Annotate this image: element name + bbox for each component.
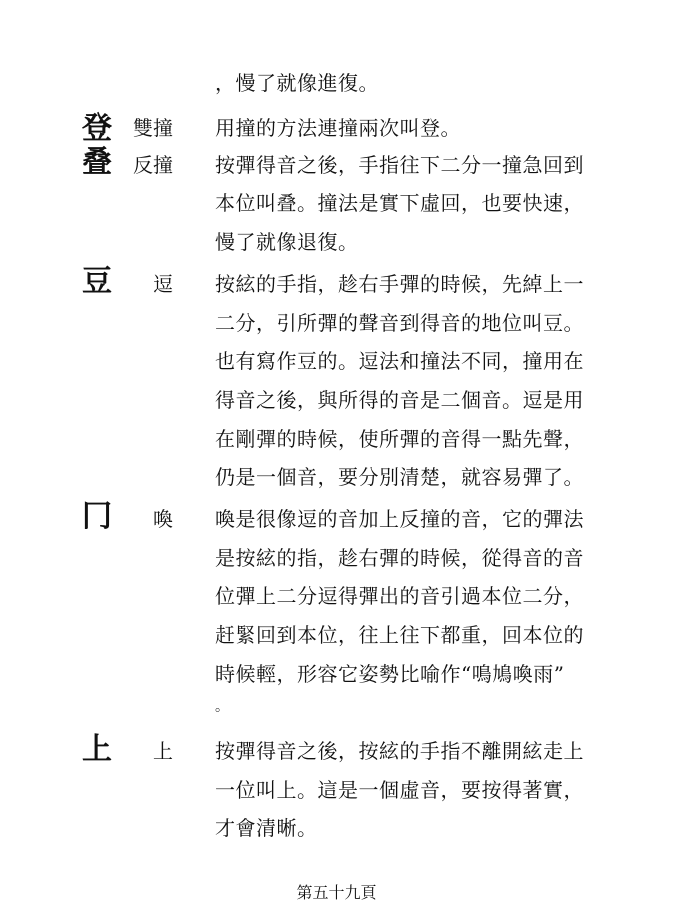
entry-name: 上 — [153, 739, 173, 763]
entry-text-line: 二分，引所彈的聲音到得音的地位叫豆。 — [215, 311, 584, 335]
entry-text-line: 仍是一個音，要分別清楚，就容易彈了。 — [215, 465, 584, 489]
entry-name: 雙撞 — [133, 116, 173, 140]
entry-text-line: 赶緊回到本位，往上往下都重，回本位的 — [215, 623, 584, 647]
entry-text-line: 也有寫作豆的。逗法和撞法不同，撞用在 — [215, 349, 584, 373]
entry-symbol: 上 — [82, 732, 112, 767]
entry-text-line: 按彈得音之後，手指往下二分一撞急回到 — [215, 153, 584, 177]
entry-text-line: 。 — [215, 699, 230, 715]
entry-text-line: 慢了就像退復。 — [215, 230, 359, 254]
entry-text-line: 是按絃的指，趁右彈的時候，從得音的音 — [215, 546, 584, 570]
entry-text-line: 在剛彈的時候，使所彈的音得一點先聲， — [215, 427, 584, 451]
entry-text-line: 得音之後，與所得的音是二個音。逗是用 — [215, 388, 584, 412]
entry-name: 逗 — [153, 272, 173, 296]
entry-text-line: 時候輕，形容它姿勢比喻作“鳴鳩喚雨” — [215, 662, 565, 686]
entry-text-line: 按彈得音之後，按絃的手指不離開絃走上 — [215, 739, 584, 763]
entry-text-line: 用撞的方法連撞兩次叫登。 — [215, 116, 461, 140]
entry-text-line: 喚是很像逗的音加上反撞的音，它的彈法 — [215, 507, 584, 531]
entry-text-line: 一位叫上。這是一個虛音，要按得著實， — [215, 778, 584, 802]
entry-symbol: 登 — [82, 111, 112, 146]
entry-text-line: 按絃的手指，趁右手彈的時候，先綽上一 — [215, 272, 584, 296]
entry-text-line: 本位叫叠。撞法是實下虛回，也要快速， — [215, 191, 584, 215]
page-number: 第五十九頁 — [296, 883, 377, 902]
entry-symbol: 冂 — [82, 499, 112, 534]
continuation-line: ，慢了就像進復。 — [215, 71, 379, 95]
entry-symbol: 豆 — [82, 264, 112, 299]
entry-name: 反撞 — [133, 153, 173, 177]
entry-text-line: 才會清晰。 — [215, 816, 318, 840]
entry-name: 喚 — [153, 507, 173, 531]
entry-text-line: 位彈上二分逗得彈出的音引過本位二分， — [215, 584, 584, 608]
entry-symbol: 叠 — [82, 145, 112, 180]
